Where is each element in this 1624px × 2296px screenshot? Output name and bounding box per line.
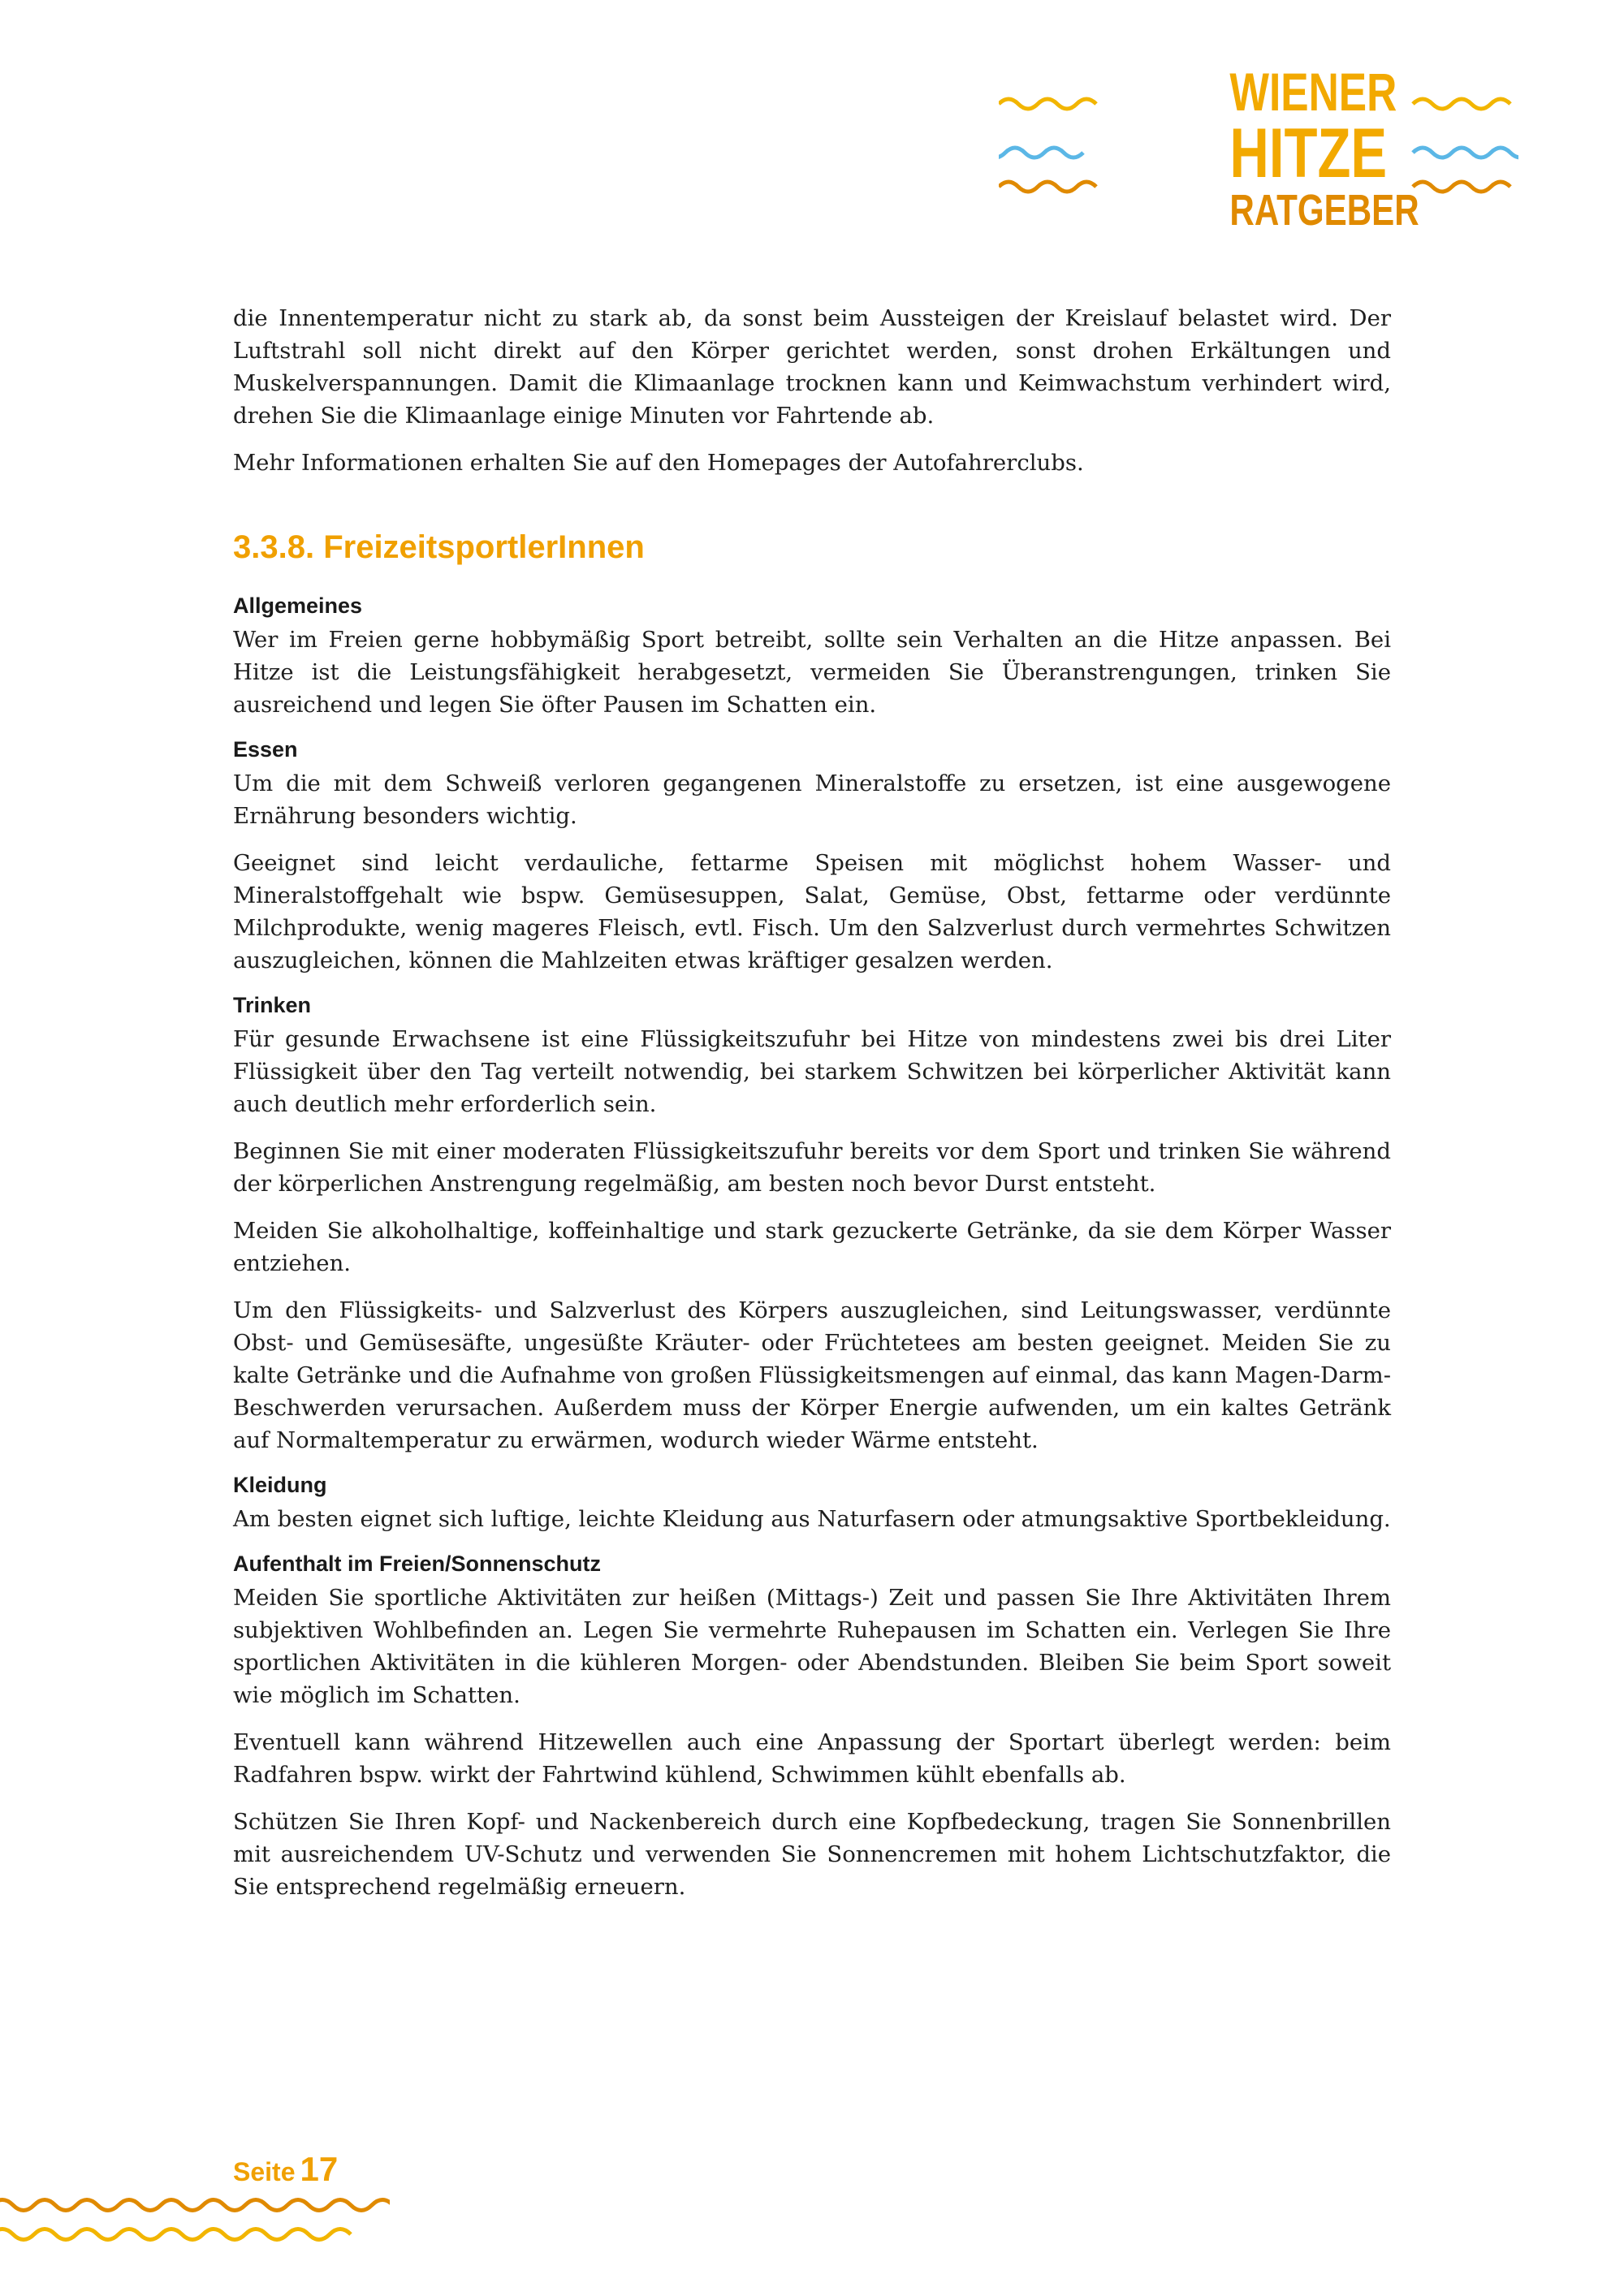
logo-line-2: HITZE — [1229, 114, 1388, 192]
paragraph: Beginnen Sie mit einer moderaten Flüssigkeitszufuhr bereits vor dem Sport und trinken Sie während der körperlichen Anstrengung regelmäßig, am besten noch bevor Durst entsteht. — [233, 1138, 1391, 1197]
paragraph: Meiden Sie alkoholhaltige, koffeinhaltige und stark gezuckerte Getränke, da sie dem Körper Wasser entziehen. — [233, 1218, 1391, 1276]
paragraph: Um die mit dem Schweiß verloren gegangenen Mineralstoffe zu ersetzen, ist eine ausgewogene Ernährung besonders wichtig. — [233, 770, 1391, 829]
page-label: Seite — [233, 2157, 296, 2186]
subheading-essen: Essen — [233, 737, 298, 762]
logo-line-3: RATGEBER — [1229, 186, 1419, 235]
paragraph: Schützen Sie Ihren Kopf- und Nackenbereich durch eine Kopfbedeckung, tragen Sie Sonnenbrillen mit ausreichendem UV-Schutz und verwenden Sie Sonnencremen mit hohem Lichtschutzfaktor, die Sie entsprechend regelmäßig erneuern. — [233, 1809, 1391, 1900]
paragraph: Für gesunde Erwachsene ist eine Flüssigkeitszufuhr bei Hitze von mindestens zwei bis drei Liter Flüssigkeit über den Tag verteilt notwendig, bei starkem Schwitzen bei körperlicher Aktivität kann auch deutlich mehr erforderlich sein. — [233, 1026, 1391, 1117]
subheading-trinken: Trinken — [233, 993, 312, 1017]
subheading-kleidung: Kleidung — [233, 1473, 327, 1497]
paragraph: Wer im Freien gerne hobbymäßig Sport betreibt, sollte sein Verhalten an die Hitze anpassen. Bei Hitze ist die Leistungsfähigkeit herabgesetzt, vermeiden Sie Überanstrengungen, trinken Sie ausreichend und legen Sie öfter Pausen im Schatten ein. — [233, 627, 1391, 718]
paragraph: Geeignet sind leicht verdauliche, fettarme Speisen mit möglichst hohem Wasser- und Mineralstoffgehalt wie bspw. Gemüsesuppen, Salat, Gemüse, Obst, fettarme oder verdünnte Milchprodukte, wenig mageres Fleisch, evtl. Fisch. Um den Salzverlust durch vermehrtes Schwitzen auszugleichen, können die Mahlzeiten etwas kräftiger gesalzen werden. — [233, 850, 1391, 973]
paragraph: Meiden Sie sportliche Aktivitäten zur heißen (Mittags-) Zeit und passen Sie Ihre Aktivitäten Ihrem subjektiven Wohlbefinden an. Legen Sie vermehrte Ruhepausen im Schatten ein. Verlegen Sie Ihre sportlichen Aktivitäten in die kühleren Morgen- oder Abendstunden. Bleiben Sie beim Sport soweit wie möglich im Schatten. — [233, 1585, 1391, 1708]
paragraph: Um den Flüssigkeits- und Salzverlust des Körpers auszugleichen, sind Leitungswasser, verdünnte Obst- und Gemüsesäfte, ungesüßte Kräuter- oder Früchtetees am besten geeignet. Meiden Sie zu kalte Getränke und die Aufnahme von großen Flüssigkeitsmengen auf einmal, das kann Magen-Darm-Beschwerden verursachen. Außerdem muss der Körper Energie aufwenden, um ein kaltes Getränk auf Normaltemperatur zu erwärmen, wodurch wieder Wärme entsteht. — [233, 1297, 1391, 1453]
paragraph: Am besten eignet sich luftige, leichte Kleidung aus Naturfasern oder atmungsaktive Sportbekleidung. — [233, 1506, 1391, 1532]
subheading-allgemeines: Allgemeines — [233, 593, 363, 618]
intro-paragraph: Mehr Informationen erhalten Sie auf den Homepages der Autofahrerclubs. — [233, 450, 1084, 476]
intro-paragraph: die Innentemperatur nicht zu stark ab, da sonst beim Aussteigen der Kreislauf belastet wird. Der Luftstrahl soll nicht direkt auf den Körper gerichtet werden, sonst drohen Erkältungen und Muskelverspannungen. Damit die Klimaanlage trocknen kann und Keimwachstum verhindert wird, drehen Sie die Klimaanlage einige Minuten vor Fahrtende ab. — [233, 305, 1391, 429]
footer-wave-icon — [0, 2192, 390, 2257]
page-number — [233, 2150, 338, 2189]
wiener-hitze-ratgeber-logo — [999, 57, 1518, 235]
page-content — [233, 302, 1391, 1918]
section-title: 3.3.8. FreizeitsportlerInnen — [233, 529, 645, 565]
subheading-sonnenschutz: Aufenthalt im Freien/Sonnenschutz — [233, 1552, 602, 1576]
logo-line-1: WIENER — [1229, 62, 1397, 122]
page-number-value: 17 — [300, 2150, 339, 2188]
paragraph: Eventuell kann während Hitzewellen auch eine Anpassung der Sportart überlegt werden: beim Radfahren bspw. wirkt der Fahrtwind kühlend, Schwimmen kühlt ebenfalls ab. — [233, 1729, 1391, 1788]
